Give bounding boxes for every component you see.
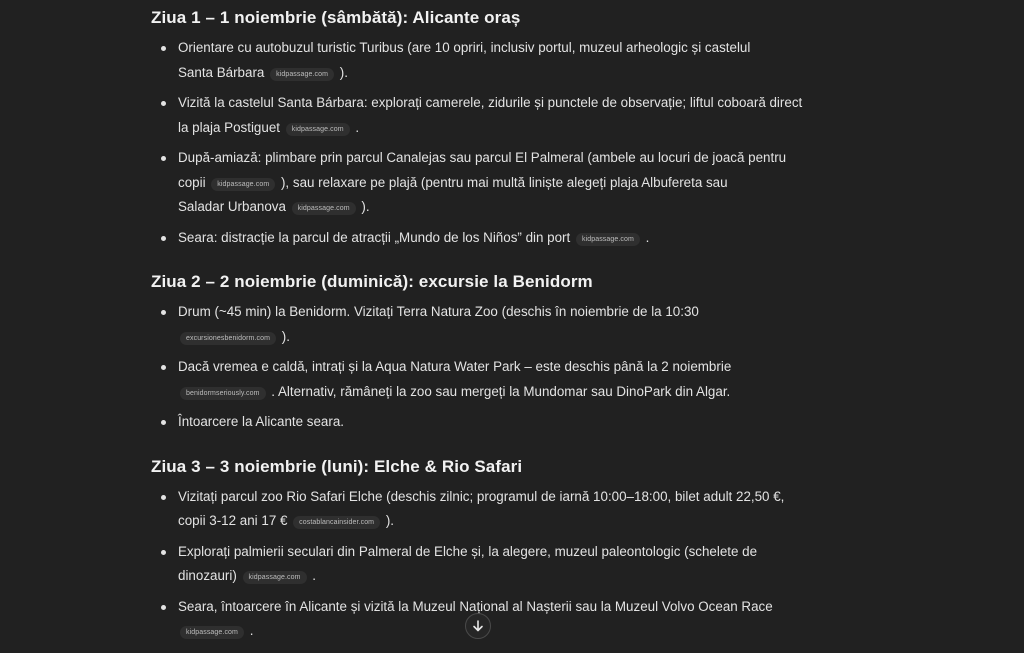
item-text: copii 3-12 ani 17 € bbox=[178, 513, 292, 528]
source-citation-chip[interactable]: kidpassage.com bbox=[292, 202, 356, 215]
source-citation-chip[interactable]: kidpassage.com bbox=[243, 571, 307, 584]
item-text: . Alternativ, rămâneți la zoo sau mergeți la Mundomar sau DinoPark din Algar. bbox=[267, 383, 731, 399]
source-citation-chip[interactable]: costablancainsider.com bbox=[293, 516, 380, 529]
item-text: Întoarcere la Alicante seara. bbox=[178, 414, 344, 429]
source-citation-chip[interactable]: benidormseriously.com bbox=[180, 387, 266, 400]
source-citation-chip[interactable]: kidpassage.com bbox=[211, 178, 275, 191]
item-text: . bbox=[351, 119, 360, 135]
list-item bbox=[151, 300, 821, 349]
day-3-heading: Ziua 3 – 3 noiembrie (luni): Elche & Rio Safari bbox=[151, 456, 523, 476]
source-citation-chip[interactable]: kidpassage.com bbox=[270, 68, 334, 81]
list-item bbox=[151, 226, 821, 251]
day-1-list bbox=[151, 36, 821, 250]
list-item bbox=[151, 36, 821, 85]
item-text: . bbox=[308, 568, 316, 583]
item-text: la plaja Postiguet bbox=[178, 119, 284, 135]
item-text: Orientare cu autobuzul turistic Turibus (are 10 opriri, inclusiv portul, muzeul arheologic și castelul bbox=[178, 40, 751, 55]
source-citation-chip[interactable]: kidpassage.com bbox=[576, 233, 640, 246]
item-text: copii bbox=[178, 174, 210, 190]
day-2-list bbox=[151, 300, 821, 435]
item-text: . bbox=[641, 229, 650, 245]
item-text: ), sau relaxare pe plajă (pentru mai multă liniște alegeți plaja Albufereta sau bbox=[277, 174, 728, 190]
day-1-heading: Ziua 1 – 1 noiembrie (sâmbătă): Alicante oraș bbox=[151, 8, 521, 27]
item-text: ). bbox=[382, 513, 395, 528]
item-text: Vizitați parcul zoo Rio Safari Elche (deschis zilnic; programul de iarnă 10:00–18:00, bilet adult 22,50 €, bbox=[178, 488, 785, 504]
item-text: ). bbox=[336, 64, 348, 80]
scroll-to-bottom-button[interactable] bbox=[465, 613, 491, 639]
item-text: Dacă vremea e caldă, intrați și la Aqua Natura Water Park – este deschis până la 2 noiembrie bbox=[178, 359, 732, 374]
item-text: Vizită la castelul Santa Bárbara: explorați camerele, zidurile și punctele de observație; liftul coboară direct bbox=[178, 95, 803, 110]
list-item bbox=[151, 355, 821, 404]
arrow-down-icon bbox=[471, 619, 485, 633]
item-text: Drum (~45 min) la Benidorm. Vizitați Terra Natura Zoo (deschis în noiembrie de la 10:30 bbox=[178, 304, 699, 319]
list-item bbox=[151, 410, 821, 435]
day-2-heading: Ziua 2 – 2 noiembrie (duminică): excursie la Benidorm bbox=[151, 272, 593, 291]
list-item bbox=[151, 485, 821, 534]
item-text: Explorați palmierii seculari din Palmeral de Elche și, la alegere, muzeul paleontologic (schelete de bbox=[178, 543, 758, 559]
item-text: Seara, întoarcere în Alicante și vizită la Muzeul Național al Nașterii sau la Muzeul Volvo Ocean Race bbox=[178, 598, 773, 614]
source-citation-chip[interactable]: kidpassage.com bbox=[180, 626, 244, 639]
list-item bbox=[151, 540, 821, 589]
item-text: ). bbox=[278, 328, 290, 344]
assistant-message bbox=[151, 6, 821, 644]
source-citation-chip[interactable]: kidpassage.com bbox=[286, 123, 350, 136]
item-text: . bbox=[245, 623, 254, 638]
item-text: După-amiază: plimbare prin parcul Canalejas sau parcul El Palmeral (ambele au locuri de joacă pentru bbox=[178, 150, 787, 165]
list-item bbox=[151, 91, 821, 140]
item-text: Santa Bárbara bbox=[178, 64, 269, 80]
item-text: Saladar Urbanova bbox=[178, 199, 290, 214]
item-text: dinozauri) bbox=[178, 568, 241, 583]
item-text: Seara: distracție la parcul de atracții „Mundo de los Niños” din port bbox=[178, 229, 574, 245]
source-citation-chip[interactable]: excursionesbenidorm.com bbox=[180, 332, 276, 345]
item-text: ). bbox=[357, 199, 370, 214]
list-item bbox=[151, 146, 821, 220]
